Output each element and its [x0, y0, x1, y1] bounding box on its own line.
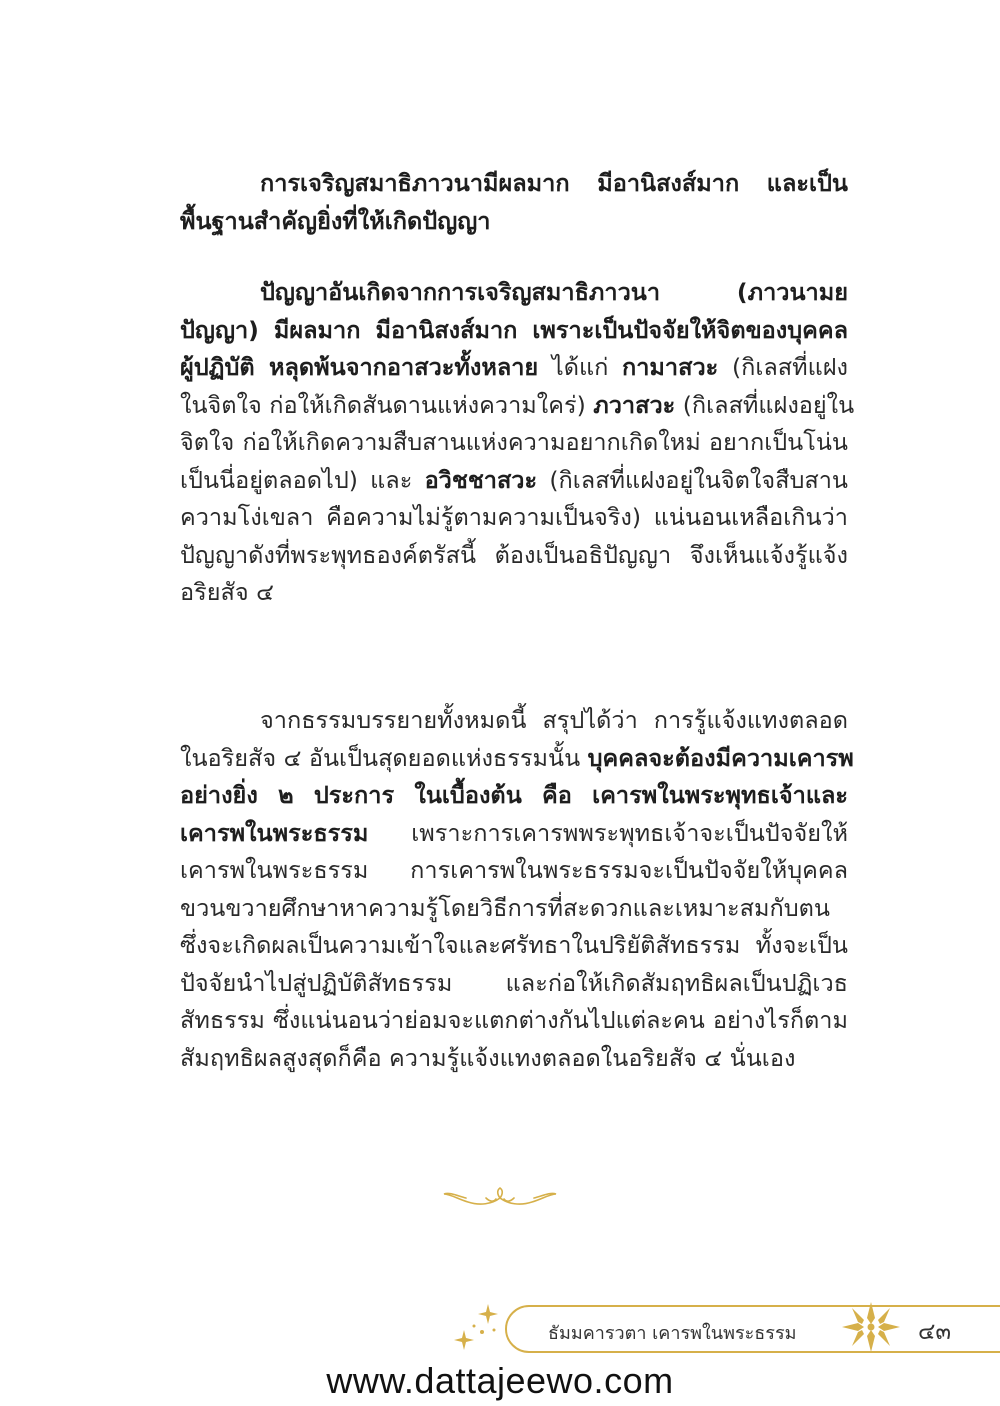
p2-line-1: ปัญญาอันเกิดจากการเจริญสมาธิภาวนา (ภาวนามย — [260, 278, 848, 306]
p3-line-8: ปัจจัยนำไปสู่ปฏิบัติสัทธรรม และก่อให้เกิดสัมฤทธิผลเป็นปฏิเวธ — [180, 968, 848, 997]
divider-ornament — [440, 1180, 560, 1216]
flower-ornament-icon — [450, 1300, 502, 1358]
p2-line-2: ปัญญา) มีผลมาก มีอานิสงส์มาก เพราะเป็นปัจจัยให้จิตของบุคคล — [180, 315, 848, 344]
p3-line-4: เคารพในพระธรรม เพราะการเคารพพระพุทธเจ้าจะเป็นปัจจัยให้ — [180, 818, 848, 847]
p1-line-1: การเจริญสมาธิภาวนามีผลมาก มีอานิสงส์มาก และเป็น — [260, 169, 848, 197]
footer-title: ธัมมคารวตา เคารพในพระธรรม — [548, 1323, 797, 1344]
p1-line-2: พื้นฐานสำคัญยิ่งที่ให้เกิดปัญญา — [180, 206, 491, 235]
p2-line-7: ความโง่เขลา คือความไม่รู้ตามความเป็นจริง) แน่นอนเหลือเกินว่า — [180, 503, 848, 531]
paragraph-1 — [180, 165, 848, 240]
p2-line-3: ผู้ปฏิบัติ หลุดพ้นจากอาสวะทั้งหลาย ได้แก่ กามาสวะ (กิเลสที่แฝง — [180, 353, 848, 381]
page-number: ๔๓ — [918, 1319, 952, 1345]
p3-line-2: ในอริยสัจ ๔ อันเป็นสุดยอดแห่งธรรมนั้น บุคคลจะต้องมีความเคารพ — [180, 743, 854, 772]
flower-ornament-icon — [840, 1300, 902, 1354]
p2-line-9: อริยสัจ ๔ — [180, 578, 274, 606]
p3-line-3: อย่างยิ่ง ๒ ประการ ในเบื้องต้น คือ เคารพในพระพุทธเจ้าและ — [180, 781, 848, 809]
p2-line-8: ปัญญาดังที่พระพุทธองค์ตรัสนี้ ต้องเป็นอธิปัญญา จึงเห็นแจ้งรู้แจ้ง — [180, 540, 848, 569]
website-url: www.dattajeewo.com — [326, 1360, 674, 1401]
p3-line-5: เคารพในพระธรรม การเคารพในพระธรรมจะเป็นปัจจัยให้บุคคล — [180, 856, 848, 884]
p2-line-5: จิตใจ ก่อให้เกิดความสืบสานแห่งความอยากเกิดใหม่ อยากเป็นโน่น — [180, 428, 848, 456]
p2-line-6: เป็นนี่อยู่ตลอดไป) และ อวิชชาสวะ (กิเลสที่แฝงอยู่ในจิตใจสืบสาน — [180, 465, 848, 494]
paragraph-2 — [180, 274, 855, 612]
p2-line-4: ในจิตใจ ก่อให้เกิดสันดานแห่งความใคร่) ภวาสวะ (กิเลสที่แฝงอยู่ใน — [180, 390, 855, 419]
p3-line-7: ซึ่งจะเกิดผลเป็นความเข้าใจและศรัทธาในปริยัติสัทธรรม ทั้งจะเป็น — [180, 931, 848, 959]
p3-line-6: ขวนขวายศึกษาหาความรู้โดยวิธีการที่สะดวกและเหมาะสมกับตน — [180, 893, 830, 922]
p3-line-1: จากธรรมบรรยายทั้งหมดนี้ สรุปได้ว่า การรู้แจ้งแทงตลอด — [260, 706, 848, 734]
p3-line-10: สัมฤทธิผลสูงสุดก็คือ ความรู้แจ้งแทงตลอดในอริยสัจ ๔ นั่นเอง — [180, 1043, 796, 1072]
paragraph-3 — [180, 702, 854, 1077]
p3-line-9: สัทธรรม ซึ่งแน่นอนว่าย่อมจะแตกต่างกันไปแต่ละคน อย่างไรก็ตาม — [180, 1006, 848, 1034]
